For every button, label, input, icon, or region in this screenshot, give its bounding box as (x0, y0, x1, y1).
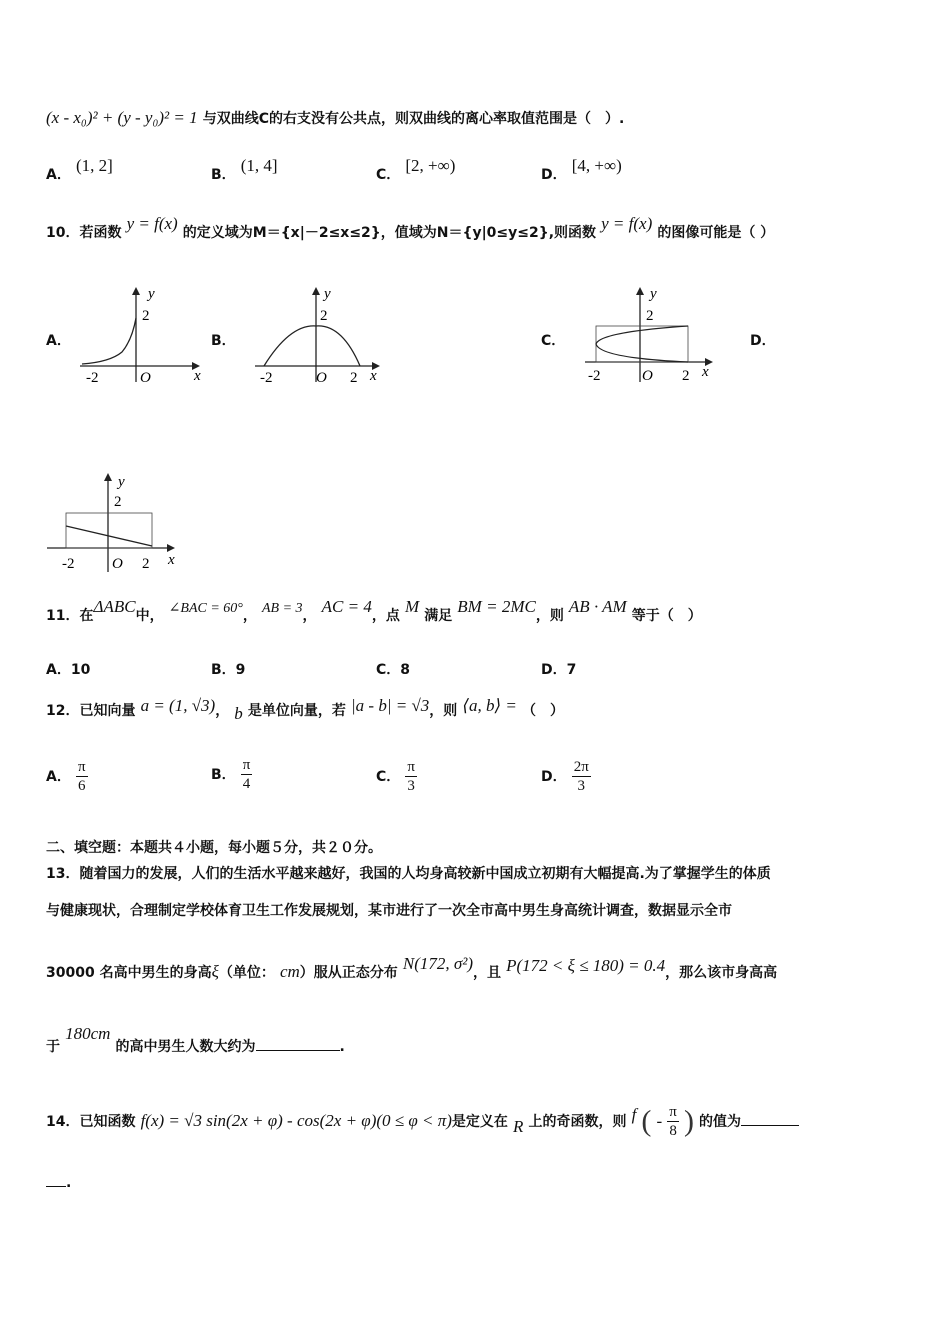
q10-label-a: A． (46, 333, 71, 349)
q9-option-d: D． [4, +∞) (541, 156, 622, 183)
svg-text:x: x (168, 552, 175, 568)
q14-stem: 14．已知函数 f(x) = √3 sin(2x + φ) - cos(2x + φ)(0 ≤ φ < π)是定义在 R 上的奇函数，则 f ( - $\frac{\pi}{8}$ ) 的值为 (46, 1103, 799, 1140)
answer-blank-13[interactable] (256, 1050, 340, 1051)
q9-text: 与双曲线C的右支没有公共点，则双曲线的离心率取值范围是（ ）. (202, 111, 625, 127)
q9-option-b: B． (1, 4] (211, 156, 278, 183)
q10-graph-a (70, 282, 210, 392)
q13-line1: 13．随着国力的发展，人们的生活水平越来越好，我国的人均身高较新中国成立初期有大幅提高.为了掌握学生的体质 (46, 866, 771, 882)
q10-label-d: D． (750, 333, 776, 349)
q9-option-c: C． [2, +∞) (376, 156, 456, 183)
q13-line4: 于 180cm 的高中男生人数大约为 . (46, 1024, 345, 1055)
svg-text:x: x (370, 368, 377, 384)
svg-text:2: 2 (142, 308, 150, 324)
svg-text:O: O (316, 370, 327, 386)
svg-text:O: O (112, 556, 123, 572)
q14-line2: . (46, 1172, 71, 1191)
q12-fraction-b: $\frac{\pi}{4}$ (242, 757, 251, 792)
svg-text:2: 2 (646, 308, 654, 324)
svg-text:2: 2 (142, 556, 150, 572)
svg-text:2: 2 (682, 368, 690, 384)
q12-option-c: C． $\frac{\pi}{3}$ (376, 759, 415, 794)
q12-option-d: D． $\frac{2\pi}{3}$ (541, 759, 589, 794)
svg-text:-2: -2 (62, 556, 75, 572)
svg-text:2: 2 (350, 370, 358, 386)
q9-line (46, 108, 624, 128)
q10-graph-b (250, 282, 390, 392)
q11-option-a: A．10 (46, 662, 91, 678)
q9-option-a: A． (1, 2] (46, 156, 113, 183)
q11-option-d: D．7 (541, 662, 577, 678)
svg-text:O: O (140, 370, 151, 386)
q12-option-b: B． $\frac{\pi}{4}$ (211, 757, 251, 792)
q10-graph-d (42, 468, 192, 578)
svg-text:y: y (650, 286, 657, 302)
svg-text:y: y (148, 286, 155, 302)
q12-fraction-d: $\frac{2\pi}{3}$ (573, 759, 589, 794)
svg-text:-2: -2 (260, 370, 273, 386)
q13-line2: 与健康现状，合理制定学校体育卫生工作发展规划，某市进行了一次全市高中男生身高统计调查，数据显示全市 (46, 903, 732, 919)
q13-line3: 30000 名高中男生的身高ξ（单位： cm）服从正态分布 N(172, σ²)，且 P(172 < ξ ≤ 180) = 0.4，那么该市身高高 (46, 954, 778, 981)
q14-fraction: $\frac{\pi}{8}$ (669, 1104, 677, 1139)
svg-text:-2: -2 (86, 370, 99, 386)
q10-label-b: B． (211, 333, 236, 349)
svg-text:2: 2 (320, 308, 328, 324)
q10-graph-c (580, 282, 720, 392)
q12-option-a: A． $\frac{\pi}{6}$ (46, 759, 86, 794)
svg-text:x: x (194, 368, 201, 384)
svg-text:-2: -2 (588, 368, 601, 384)
q12-stem: 12．已知向量 a = (1, √3)， b 是单位向量，若 |a - b| = √3，则 ⟨a, b⟩ = （ ） (46, 696, 564, 723)
q11-option-b: B．9 (211, 662, 246, 678)
q11-option-c: C．8 (376, 662, 411, 678)
svg-text:O: O (642, 368, 653, 384)
q10-stem: 10．若函数 y = f(x) 的定义域为M＝{x|－2≤x≤2}，值域为N＝{y|0≤y≤2},则函数 y = f(x) 的图像可能是（ ） (46, 214, 775, 241)
svg-text:x: x (702, 364, 709, 380)
answer-blank-14a[interactable] (741, 1125, 799, 1126)
q9-formula: (x - x₀)² + (y - y₀)² = 1 (46, 108, 198, 127)
svg-text:y: y (118, 474, 125, 490)
q11-stem: 11．在ΔABC中， ∠BAC = 60°， AB = 3， AC = 4，点 M 满足 BM = 2MC，则 AB · AM 等于（ ） (46, 597, 702, 624)
q10-label-c: C． (541, 333, 566, 349)
svg-text:y: y (324, 286, 331, 302)
svg-text:2: 2 (114, 494, 122, 510)
answer-blank-14b[interactable] (46, 1186, 66, 1187)
q12-fraction-a: $\frac{\pi}{6}$ (77, 759, 86, 794)
q12-fraction-c: $\frac{\pi}{3}$ (407, 759, 415, 794)
section-heading: 二、填空题：本题共４小题，每小题５分，共２０分。 (46, 840, 382, 856)
